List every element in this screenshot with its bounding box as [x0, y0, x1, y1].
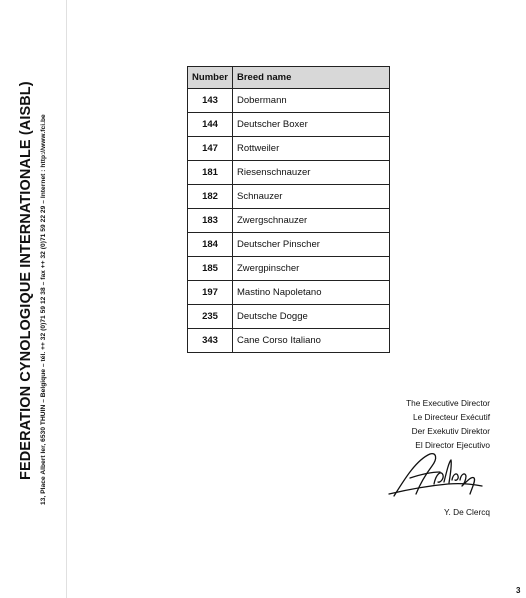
handwritten-signature: [386, 450, 486, 502]
breed-name: Riesenschnauzer: [233, 161, 390, 185]
header-number: Number: [188, 67, 233, 89]
table-row: [188, 257, 390, 281]
table-row: [188, 113, 390, 137]
breed-name: Cane Corso Italiano: [233, 329, 390, 353]
breed-name: Schnauzer: [233, 185, 390, 209]
table-row: [188, 89, 390, 113]
organization-contact: 13, Place Albert Ier, 6530 THUIN – Belgique – tél. ++ 32 (0)71 59 12 38 – fax ++ 32 (0)71 59 22 29 – Internet : http://www.fci.be: [40, 114, 47, 505]
breed-number: 185: [188, 257, 233, 281]
table-row: [188, 209, 390, 233]
page-number: 3: [516, 586, 521, 595]
table-row: [188, 305, 390, 329]
breed-number: 181: [188, 161, 233, 185]
breed-name: Rottweiler: [233, 137, 390, 161]
breed-number: 184: [188, 233, 233, 257]
organization-name: FEDERATION CYNOLOGIQUE INTERNATIONALE (AISBL): [18, 81, 34, 480]
header-breed-name: Breed name: [233, 67, 390, 89]
table-row: [188, 281, 390, 305]
signer-name: Y. De Clercq: [444, 507, 490, 517]
breed-number: 343: [188, 329, 233, 353]
director-titles: [370, 396, 490, 452]
director-title-fr: Le Directeur Exécutif: [412, 412, 490, 422]
director-title-es: El Director Ejecutivo: [415, 440, 490, 450]
breed-number: 197: [188, 281, 233, 305]
table-row: [188, 329, 390, 353]
breed-name: Dobermann: [233, 89, 390, 113]
table-row: [188, 161, 390, 185]
breed-name: Deutsche Dogge: [233, 305, 390, 329]
director-title-en: The Executive Director: [406, 398, 490, 408]
breed-number: 143: [188, 89, 233, 113]
table-header-row: [188, 67, 390, 89]
table-row: [188, 233, 390, 257]
breed-number: 182: [188, 185, 233, 209]
breed-number: 235: [188, 305, 233, 329]
breed-number: 147: [188, 137, 233, 161]
director-title-de: Der Exekutiv Direktor: [411, 426, 490, 436]
breed-number: 183: [188, 209, 233, 233]
breed-name: Zwergpinscher: [233, 257, 390, 281]
breed-name: Deutscher Boxer: [233, 113, 390, 137]
breed-table: [187, 66, 390, 353]
breed-number: 144: [188, 113, 233, 137]
breed-name: Deutscher Pinscher: [233, 233, 390, 257]
table-row: [188, 185, 390, 209]
table-row: [188, 137, 390, 161]
breed-name: Zwergschnauzer: [233, 209, 390, 233]
breed-name: Mastino Napoletano: [233, 281, 390, 305]
